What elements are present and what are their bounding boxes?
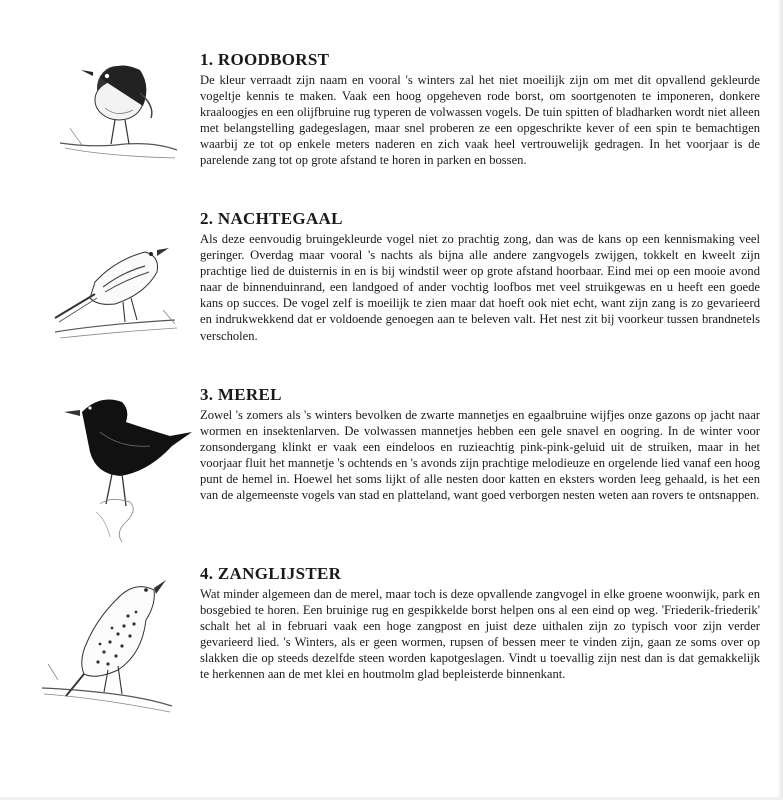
entry-title: 1. ROODBORST <box>200 50 330 69</box>
entry-robin <box>200 50 760 169</box>
nightingale-illustration <box>45 232 185 347</box>
entry-song-thrush <box>200 564 760 683</box>
entry-body: Wat minder algemeen dan de merel, maar toch is deze opvallende zangvogel in elke groene woonwijk, park en bosgebied te horen. Een bruinige rug en gespikkelde borst helpen ons al een eind op weg. 'Friederik-friederik' schalt het al in februari vaak een hoge zangpost en juist deze uithalen zijn zo typisch voor zijn verder gevarieerd lied. 's Winters, als er geen wormen, rupsen of bessen meer te vinden zijn, gaan ze soms over op slakken die op steeds dezelfde steen worden kapotgeslagen. Vindt u toevallig zijn nest dan is dat gemakkelijk te herkennen aan de met klei en houtmolm glad bepleisterde binnenkant. <box>200 587 760 682</box>
entry-body: De kleur verraadt zijn naam en vooral 's winters zal het niet moeilijk zijn om met dit opvallend gekleurde vogeltje kennis te maken. Vaak een hoog opgeheven rode borst, om soortgenoten te imponeren, donkere kraaloogjes en een olijfbruine rug typeren de volwassen vogels. De tuin spitten of bladharken wordt niet alleen met belangstelling gadegeslagen, maar snel proberen ze een opgeschrikte kever of een spin te bemachtigen waarbij ze tot op enkele meters naderen en zich vaak heel vertrouwelijk gedragen. In het voorjaar is de parelende zang tot op grote afstand te horen in parken en bossen. <box>200 73 760 168</box>
robin-illustration <box>55 48 185 178</box>
entry-body: Als deze eenvoudig bruingekleurde vogel niet zo prachtig zong, dan was de kans op een kennismaking veel geringer. Overdag maar vooral 's nachts als bijna alle andere zangvogels zwijgen, tokkelt en kweelt zijn prachtige lied de duisternis in en is bij windstil weer op grote afstand hoorbaar. Eind mei op een mooie avond naar de binnenduinrand, een landgoed of ander vochtig loofbos met veel struikgewas en u heeft een goede kans op succes. De vogel zelf is moeilijk te zien maar dat hoeft ook niet echt, want zijn zang is zo gevarieerd en indrukwekkend dat er voldoende genoegen aan te beleven valt. Het nest zit bij voorkeur tussen brandnetels verscholen. <box>200 232 760 343</box>
blackbird-illustration <box>60 392 200 552</box>
song-thrush-illustration <box>38 570 178 720</box>
song-thrush-icon <box>38 570 178 720</box>
entry-title: 3. MEREL <box>200 385 282 404</box>
entry-nightingale <box>200 209 760 344</box>
entry-blackbird <box>200 385 760 504</box>
entry-title: 4. ZANGLIJSTER <box>200 564 342 583</box>
nightingale-icon <box>45 232 185 347</box>
entry-body: Zowel 's zomers als 's winters bevolken de zwarte mannetjes en egaalbruine wijfjes onze gazons op jacht naar wormen en insektenlarven. De volwassen mannetjes hebben een gele snavel en oogring. In de winter voor zonsondergang klinkt er vaak een eindeloos en ruzieachtig pink-pink-geluid uit de struiken, maar in het voorjaar fluit het mannetje 's ochtends en 's avonds zijn prachtige melodieuze en orgelende lied vanaf een hoog punt de hemel in. Hoewel het soms lijkt of alle nesten door katten en eksters worden leeg gehaald, is het een van de algemeenste vogels van stad en platteland, want goed verborgen nesten weten aan rovers te ontsnappen. <box>200 408 760 503</box>
blackbird-icon <box>60 392 200 552</box>
robin-icon <box>55 48 185 178</box>
page-edge <box>777 0 783 800</box>
entry-title: 2. NACHTEGAAL <box>200 209 343 228</box>
